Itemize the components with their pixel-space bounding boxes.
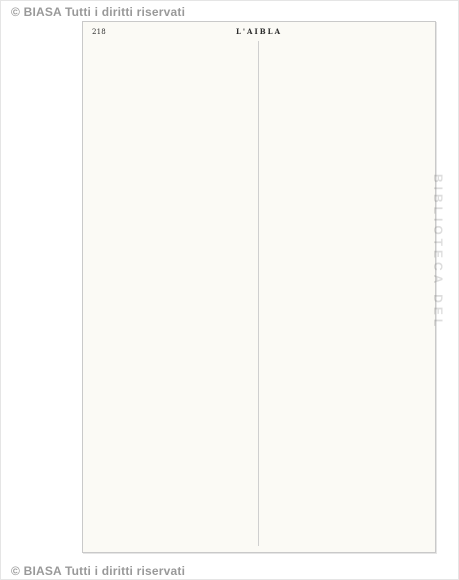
left-column [91,41,253,546]
scanned-page [82,21,436,553]
copyright-watermark-top: © BIASA Tutti i diritti riservati [11,5,186,19]
library-stamp-icon: BIBLIOTECA DEL [431,173,445,331]
running-title: L'AIBLA [235,27,283,36]
copyright-watermark-bottom: © BIASA Tutti i diritti riservati [11,564,186,578]
page-header [83,26,435,38]
right-column-paragraph-1 [266,41,428,46]
column-divider [258,41,259,546]
left-column-paragraph-1 [91,41,253,46]
page-number: 218 [92,28,106,36]
